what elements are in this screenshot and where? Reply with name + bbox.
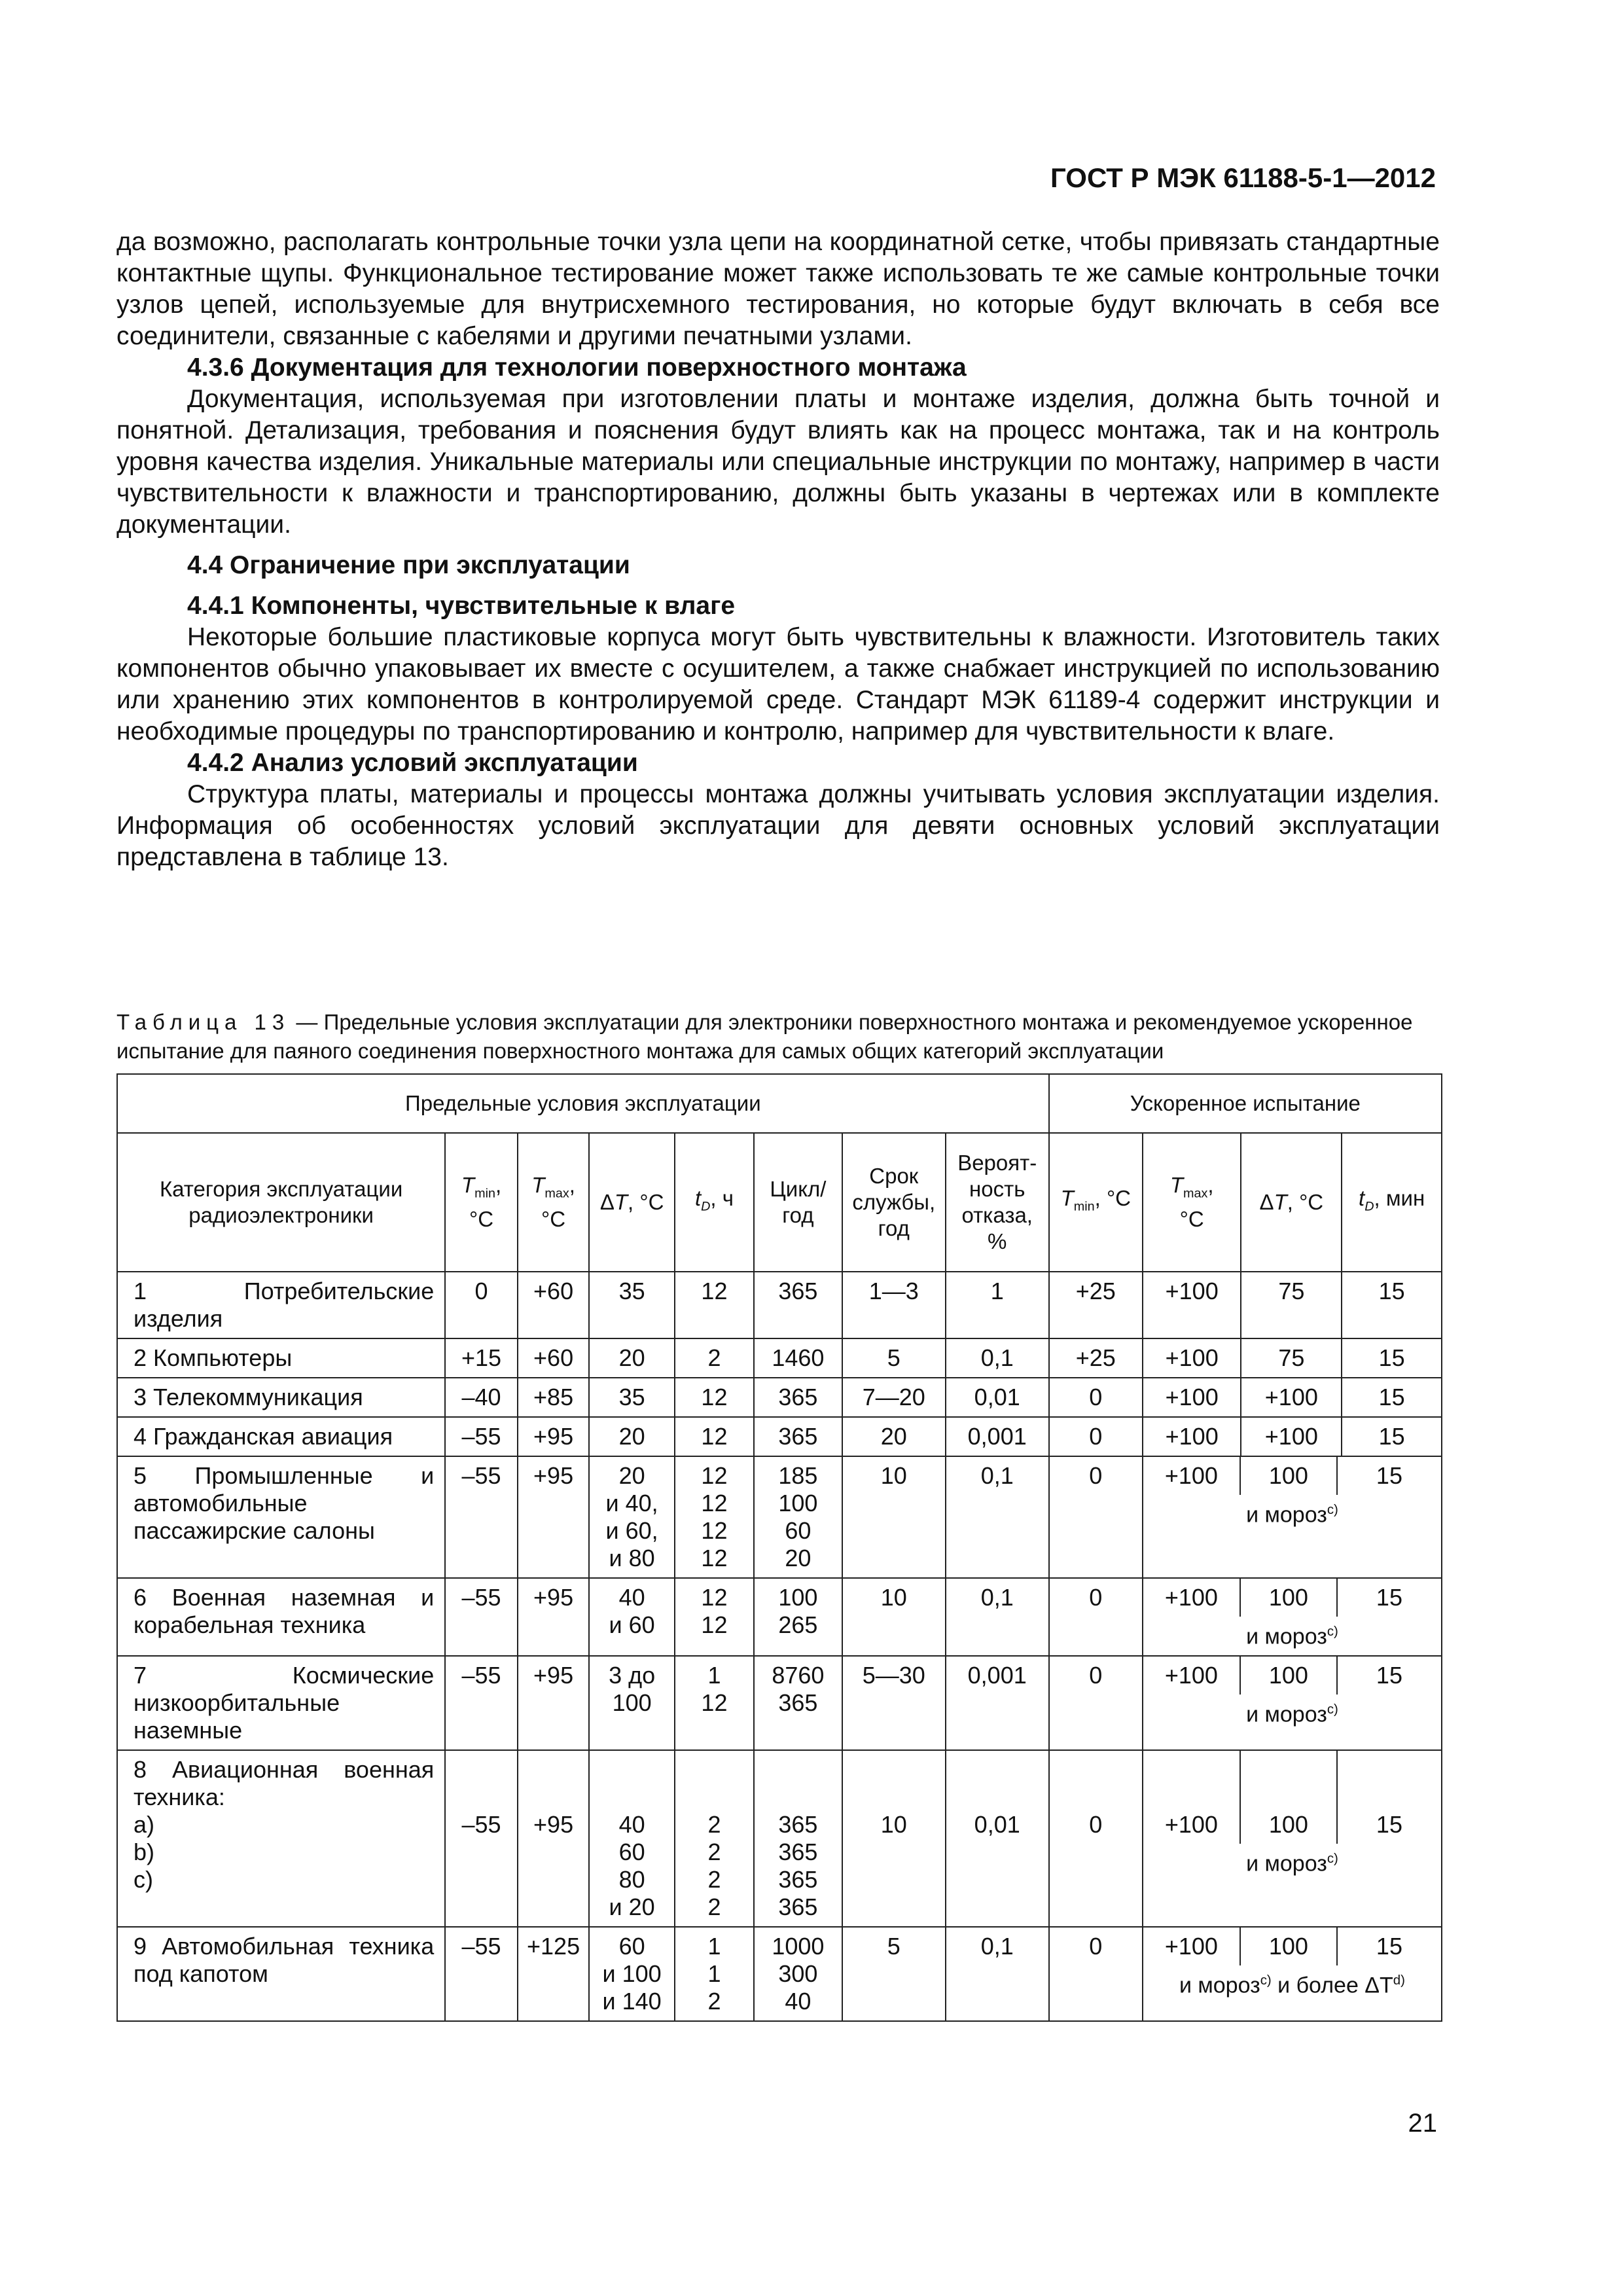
cell-dt: 20 и 40, и 60, и 80: [589, 1456, 675, 1578]
col-header-dt: ΔT, °C: [589, 1133, 675, 1272]
cell-acc-merged: [1143, 1578, 1442, 1656]
cell-tmin: –55: [445, 1927, 518, 2021]
cell-acc-tmin: 0: [1049, 1378, 1143, 1417]
cell-cycles: 100 265: [754, 1578, 842, 1656]
frost-note: и мороз: [1246, 1502, 1327, 1528]
cell-acc-merged: [1143, 1750, 1442, 1927]
cell-acc-dt: 75: [1241, 1338, 1342, 1378]
cell-td: 1 1 2: [675, 1927, 754, 2021]
table-row: [117, 1750, 1442, 1927]
cell-probability: 0,1: [946, 1927, 1049, 2021]
frost-note: и мороз: [1179, 1973, 1260, 1998]
cell-acc-dt: 100: [1240, 1657, 1336, 1695]
cell-acc-td: 15: [1342, 1272, 1442, 1338]
body-text: [116, 226, 1440, 873]
cell-cycles: 185 100 60 20: [754, 1456, 842, 1578]
cell-life: 10: [842, 1578, 946, 1656]
cell-category: 7 Космические низкоорбитальные наземные: [117, 1656, 445, 1750]
cell-probability: 0,1: [946, 1456, 1049, 1578]
cell-category: 8 Авиационная военная техника: a) b) c): [117, 1750, 445, 1927]
cell-category: 3 Телекоммуникация: [117, 1378, 445, 1417]
col-header-category: Категория эксплуатации радиоэлектроники: [117, 1133, 445, 1272]
heading-4-3-6: 4.3.6 Документация для технологии поверхностного монтажа: [187, 353, 967, 382]
cell-tmin: –55: [445, 1656, 518, 1750]
group-header-accelerated: Ускоренное испытание: [1049, 1074, 1442, 1133]
table-row: [117, 1456, 1442, 1578]
cell-acc-note: и мороз$^{c)}$: [1246, 1702, 1338, 1727]
table-row: [117, 1927, 1442, 2021]
cell-life: 10: [842, 1750, 946, 1927]
col-header-acc-tmax: $T_{max}$, °C: [1143, 1133, 1241, 1272]
cell-td: 2: [675, 1338, 754, 1378]
frost-note: и мороз: [1246, 1702, 1327, 1727]
col-header-tmax: $T_{max}$, °C: [518, 1133, 590, 1272]
cell-acc-tmin: +25: [1049, 1338, 1143, 1378]
cell-tmin: –55: [445, 1417, 518, 1456]
cell-category: 6 Военная наземная и корабельная техника: [117, 1578, 445, 1656]
cell-life: 5—30: [842, 1656, 946, 1750]
cell-td: 12: [675, 1272, 754, 1338]
col-header-acc-tmin: $T_{min}$, °C: [1049, 1133, 1143, 1272]
heading-4-4: 4.4 Ограничение при эксплуатации: [187, 551, 630, 579]
cell-life: 10: [842, 1456, 946, 1578]
cell-acc-note: и мороз$^{c)}$: [1246, 1851, 1338, 1876]
cell-tmax: +95: [518, 1456, 590, 1578]
cell-acc-dt: +100: [1241, 1417, 1342, 1456]
cell-tmax: +60: [518, 1338, 590, 1378]
cell-acc-tmax: +100: [1164, 1811, 1218, 1839]
cell-dt: 60 и 100 и 140: [589, 1927, 675, 2021]
cell-life: 5: [842, 1927, 946, 2021]
cell-acc-tmax: +100: [1143, 1378, 1241, 1417]
cell-tmin: –40: [445, 1378, 518, 1417]
cell-tmin: –55: [445, 1456, 518, 1578]
cell-td: 12: [675, 1417, 754, 1456]
cell-cycles: 365 365 365 365: [754, 1750, 842, 1927]
col-header-acc-dt: ΔT, °C: [1241, 1133, 1342, 1272]
cell-acc-td: 15: [1342, 1338, 1442, 1378]
cell-cycles: 1000 300 40: [754, 1927, 842, 2021]
table-row: [117, 1338, 1442, 1378]
cell-dt: 20: [589, 1338, 675, 1378]
cell-acc-tmin: +25: [1049, 1272, 1143, 1338]
cell-probability: 0,01: [946, 1378, 1049, 1417]
cell-tmax: +95: [518, 1417, 590, 1456]
frost-note: и мороз: [1246, 1851, 1327, 1876]
table-row: [117, 1656, 1442, 1750]
cell-td: 2 2 2 2: [675, 1750, 754, 1927]
operating-conditions-table: [116, 1073, 1442, 2022]
group-header-limits: Предельные условия эксплуатации: [117, 1074, 1049, 1133]
frost-note: и мороз: [1246, 1624, 1327, 1649]
cell-dt: 40 60 80 и 20: [589, 1750, 675, 1927]
cell-acc-dt: 100: [1240, 1579, 1336, 1617]
cell-acc-tmin: 0: [1049, 1927, 1143, 2021]
cell-probability: 0,01: [946, 1750, 1049, 1927]
table-caption-label: Таблица 13: [116, 1010, 291, 1034]
cell-acc-tmax: +100: [1164, 1584, 1218, 1611]
cell-cycles: 8760 365: [754, 1656, 842, 1750]
cell-life: 7—20: [842, 1378, 946, 1417]
cell-acc-note: и мороз$^{c)}$: [1246, 1502, 1338, 1528]
table-row: [117, 1578, 1442, 1656]
cell-td: 12 12: [675, 1578, 754, 1656]
cell-probability: 0,1: [946, 1578, 1049, 1656]
table-row: [117, 1417, 1442, 1456]
cell-acc-tmax: +100: [1164, 1662, 1218, 1689]
col-header-td: $t_D$, ч: [675, 1133, 754, 1272]
cell-acc-tmin: 0: [1049, 1656, 1143, 1750]
cell-life: 20: [842, 1417, 946, 1456]
table-caption: [116, 1008, 1441, 1066]
cell-tmax: +85: [518, 1378, 590, 1417]
cell-acc-tmin: 0: [1049, 1456, 1143, 1578]
cell-acc-td: 15: [1336, 1457, 1441, 1495]
cell-acc-td: 15: [1342, 1378, 1442, 1417]
cell-tmax: +125: [518, 1927, 590, 2021]
cell-acc-dt: 100: [1240, 1457, 1336, 1495]
paragraph-3: Некоторые большие пластиковые корпуса могут быть чувствительны к влажности. Изготовитель таких компонентов обычно упаковывает их вместе с осушителем, а также снабжает инструкцией по использованию или хранению этих компонентов в контролируемой среде. Стандарт МЭК 61189-4 содержит инструкции и необходимые процедуры по транспортированию и контролю, например для чувствительности к влаге.: [116, 623, 1440, 745]
cell-acc-tmax: +100: [1143, 1417, 1241, 1456]
cell-category: 9 Автомобильная техника под капотом: [117, 1927, 445, 2021]
paragraph-2: Документация, используемая при изготовлении платы и монтаже изделия, должна быть точной и понятной. Детализация, требования и пояснения будут влиять как на процесс монтажа, так и на контроль уровня качества изделия. Уникальные материалы или специальные инструкции по монтажу, например в части чувствительности к влажности и транспортированию, должны быть указаны в чертежах или в комплекте документации.: [116, 385, 1440, 539]
col-header-tmin: $T_{min}$, °C: [445, 1133, 518, 1272]
col-header-cycles: Цикл/ год: [754, 1133, 842, 1272]
cell-acc-dt: 100: [1240, 1751, 1336, 1844]
cell-tmax: +95: [518, 1656, 590, 1750]
cell-acc-tmax: +100: [1164, 1462, 1218, 1489]
cell-category: 5 Промышленные и автомобильные пассажирские салоны: [117, 1456, 445, 1578]
cell-dt: 40 и 60: [589, 1578, 675, 1656]
col-header-life: Срок службы, год: [842, 1133, 946, 1272]
cell-tmin: 0: [445, 1272, 518, 1338]
cell-acc-merged: [1143, 1656, 1442, 1750]
paragraph-4: Структура платы, материалы и процессы монтажа должны учитывать условия эксплуатации изделия. Информация об особенностях условий эксплуатации для девяти основных условий эксплуатации представлена в таблице 13.: [116, 780, 1440, 871]
cell-dt: 20: [589, 1417, 675, 1456]
delta-t-note: и более ΔT: [1271, 1973, 1393, 1998]
cell-life: 1—3: [842, 1272, 946, 1338]
cell-acc-td: 15: [1336, 1928, 1441, 1965]
cell-cycles: 365: [754, 1378, 842, 1417]
cell-td: 12 12 12 12: [675, 1456, 754, 1578]
cell-cycles: 365: [754, 1417, 842, 1456]
cell-dt: 35: [589, 1378, 675, 1417]
paragraph-1: да возможно, располагать контрольные точки узла цепи на координатной сетке, чтобы привязать стандартные контактные щупы. Функциональное тестирование может также использовать те же самые контрольные точки узлов цепей, используемые для внутрисхемного тестирования, но которые будут включать в себя все соединители, связанные с кабелями и другими печатными узлами.: [116, 228, 1440, 350]
cell-probability: 0,001: [946, 1656, 1049, 1750]
cell-acc-merged: [1143, 1927, 1442, 2021]
heading-4-4-1: 4.4.1 Компоненты, чувствительные к влаге: [187, 592, 736, 620]
cell-dt: 3 до 100: [589, 1656, 675, 1750]
cell-acc-tmin: 0: [1049, 1750, 1143, 1927]
cell-cycles: 365: [754, 1272, 842, 1338]
table-caption-text: — Предельные условия эксплуатации для электроники поверхностного монтажа и рекомендуемое ускоренное испытание для паяного соединения поверхностного монтажа для самых общих категорий эксплуатации: [116, 1010, 1413, 1063]
col-header-failure-probability: Вероят-ность отказа, %: [946, 1133, 1049, 1272]
cell-acc-td: 15: [1342, 1417, 1442, 1456]
cell-acc-dt: +100: [1241, 1378, 1342, 1417]
cell-acc-td: 15: [1336, 1751, 1441, 1844]
cell-acc-merged: [1143, 1456, 1442, 1578]
cell-acc-tmax: +100: [1143, 1338, 1241, 1378]
cell-category: 2 Компьютеры: [117, 1338, 445, 1378]
cell-cycles: 1460: [754, 1338, 842, 1378]
document-header: ГОСТ Р МЭК 61188-5-1—2012: [1050, 162, 1436, 193]
cell-category: 1 Потребительские изделия: [117, 1272, 445, 1338]
cell-acc-tmin: 0: [1049, 1578, 1143, 1656]
cell-acc-td: 15: [1336, 1579, 1441, 1617]
cell-td: 12: [675, 1378, 754, 1417]
table-row: [117, 1378, 1442, 1417]
cell-probability: 1: [946, 1272, 1049, 1338]
cell-acc-tmin: 0: [1049, 1417, 1143, 1456]
cell-tmin: –55: [445, 1578, 518, 1656]
cell-probability: 0,001: [946, 1417, 1049, 1456]
cell-tmax: +60: [518, 1272, 590, 1338]
cell-acc-tmax: +100: [1143, 1272, 1241, 1338]
cell-acc-note: и мороз$^{c)}$: [1246, 1624, 1338, 1649]
page-number: 21: [1408, 2109, 1437, 2138]
cell-tmin: –55: [445, 1750, 518, 1927]
cell-dt: 35: [589, 1272, 675, 1338]
cell-acc-td: 15: [1336, 1657, 1441, 1695]
cell-life: 5: [842, 1338, 946, 1378]
cell-category: 4 Гражданская авиация: [117, 1417, 445, 1456]
cell-acc-dt: 100: [1240, 1928, 1336, 1965]
cell-tmin: +15: [445, 1338, 518, 1378]
cell-tmax: +95: [518, 1750, 590, 1927]
col-header-acc-td: $t_D$, мин: [1342, 1133, 1442, 1272]
cell-acc-note: и мороз$^{c)}$ и более ΔT$^{d)}$: [1179, 1973, 1405, 1998]
cell-tmax: +95: [518, 1578, 590, 1656]
cell-probability: 0,1: [946, 1338, 1049, 1378]
cell-acc-dt: 75: [1241, 1272, 1342, 1338]
heading-4-4-2: 4.4.2 Анализ условий эксплуатации: [187, 749, 638, 777]
cell-acc-tmax: +100: [1164, 1933, 1218, 1960]
cell-td: 1 12: [675, 1656, 754, 1750]
table-row: [117, 1272, 1442, 1338]
